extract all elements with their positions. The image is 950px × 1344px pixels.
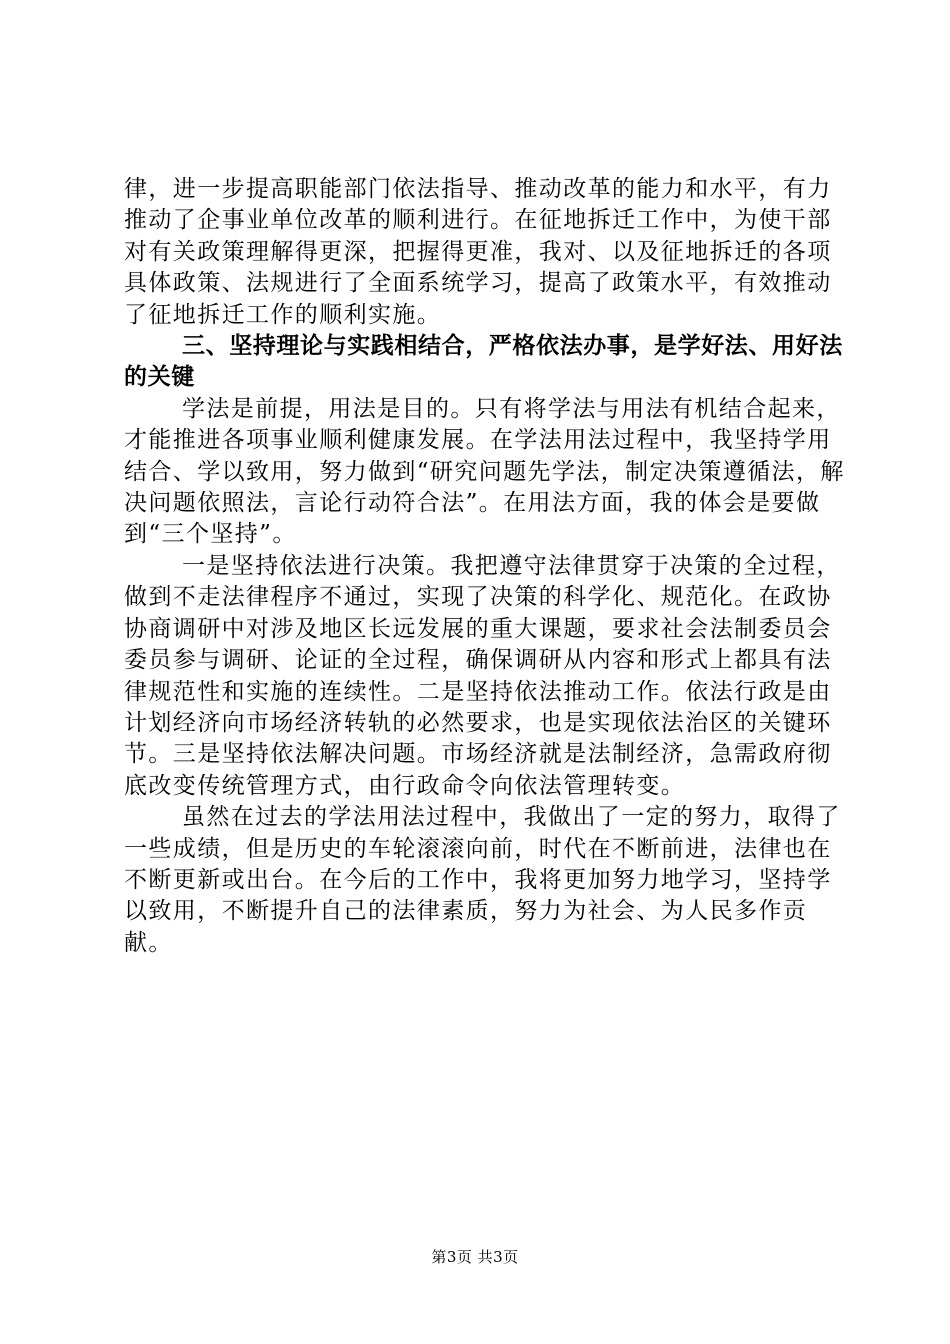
section-heading: 三、坚持理论与实践相结合，严格依法办事，是学好法、用好法的关键 [124, 333, 843, 391]
page-footer: 第3页 共3页 [431, 1248, 519, 1266]
paragraph-body: 虽然在过去的学法用法过程中，我做出了一定的努力，取得了一些成绩，但是历史的车轮滚滚向前，时代在不断前进，法律也在不断更新或出台。在今后的工作中，我将更加努力地学习，坚持学以致用，不断提升自己的法律素质，努力为社会、为人民多作贡献。 [124, 804, 841, 956]
paragraph-continuation: 律，进一步提高职能部门依法指导、推动改革的能力和水平，有力推动了企事业单位改革的顺利进行。在征地拆迁工作中，为使干部对有关政策理解得更深，把握得更准，我对、以及征地拆迁的各项具体政策、法规进行了全面系统学习，提高了政策水平，有效推动了征地拆迁工作的顺利实施。 [124, 176, 832, 328]
paragraph-body: 学法是前提，用法是目的。只有将学法与用法有机结合起来，才能推进各项事业顺利健康发展。在学法用法过程中，我坚持学用结合、学以致用，努力做到“研究问题先学法，制定决策遵循法，解决问题依照法，言论行动符合法”。在用法方面，我的体会是要做到“三个坚持”。 [124, 395, 845, 548]
paragraph-body: 一是坚持依法进行决策。我把遵守法律贯穿于决策的全过程，做到不走法律程序不通过，实现了决策的科学化、规范化。在政协协商调研中对涉及地区长远发展的重大课题，要求社会法制委员会委员参与调研、论证的全过程，确保调研从内容和形式上都具有法律规范性和实施的连续性。二是坚持依法推动工作。依法行政是由计划经济向市场经济转轨的必然要求，也是实现依法治区的关键环节。三是坚持依法解决问题。市场经济就是法制经济，急需政府彻底改变传统管理方式，由行政命令向依法管理转变。 [124, 552, 841, 799]
document-body [124, 174, 854, 959]
